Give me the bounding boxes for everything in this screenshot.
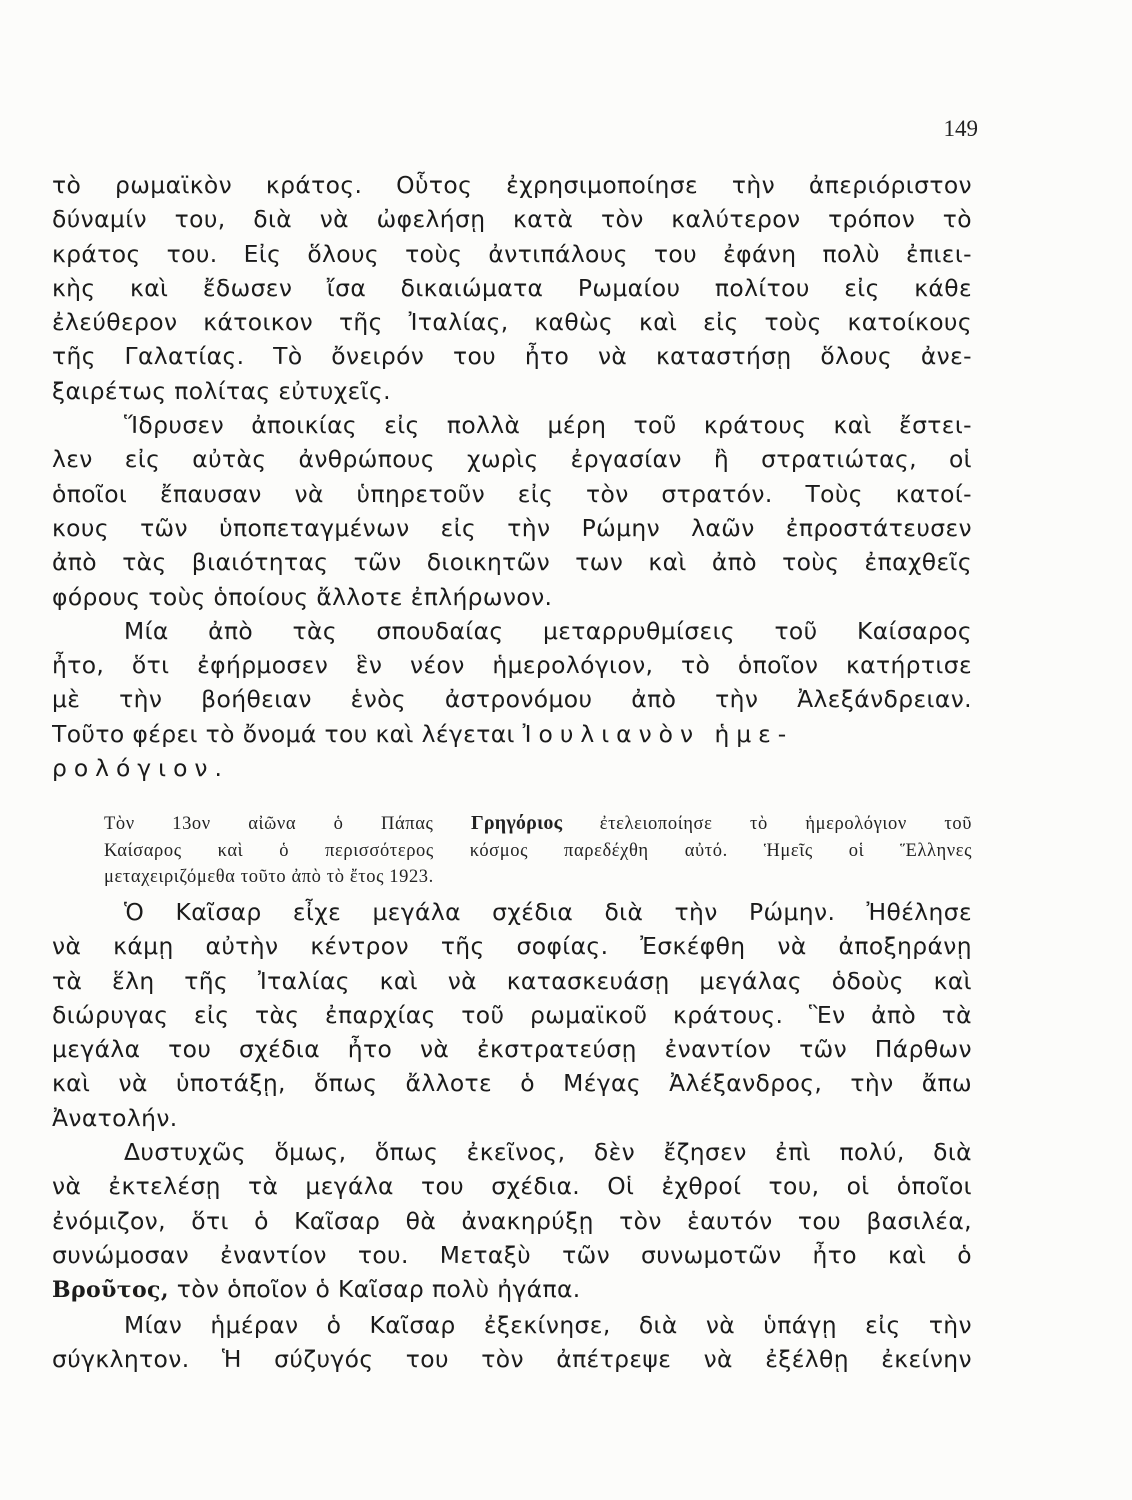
main-text-lower bbox=[52, 895, 972, 1376]
text-line: Ἀνατολήν. bbox=[52, 1103, 178, 1132]
main-text-upper bbox=[52, 168, 972, 785]
paragraph-2 bbox=[52, 408, 972, 614]
note-line: Καίσαρος καὶ ὁ περισσότερος κόσμος παρεδέχθη αὐτό. Ἡμεῖς οἱ Ἕλληνες bbox=[104, 840, 972, 861]
note-line: μεταχειριζόμεθα τοῦτο ἀπὸ τὸ ἔτος 1923. bbox=[104, 867, 434, 887]
text-line: Μίαν ἡμέραν ὁ Καῖσαρ ἐξεκίνησε, διὰ νὰ ὑπάγῃ εἰς τὴν bbox=[124, 1310, 972, 1339]
text-line: καὶ νὰ ὑποτάξῃ, ὅπως ἄλλοτε ὁ Μέγας Ἀλέξανδρος, τὴν ἄπω bbox=[52, 1069, 972, 1098]
text-line: λεν εἰς αὐτὰς ἀνθρώπους χωρὶς ἐργασίαν ἢ στρατιώτας, οἱ bbox=[52, 445, 972, 474]
note-text: Τὸν 13ον αἰῶνα ὁ Πάπας bbox=[104, 814, 471, 834]
line-rest: τὸν ὁποῖον ὁ Καῖσαρ πολὺ ἠγάπα. bbox=[168, 1275, 581, 1304]
text-line bbox=[52, 1272, 972, 1307]
text-line: ἀπὸ τὰς βιαιότητας τῶν διοικητῶν των καὶ ἀπὸ τοὺς ἐπαχθεῖς bbox=[52, 548, 972, 577]
text-line: Ὁ Καῖσαρ εἶχε μεγάλα σχέδια διὰ τὴν Ρώμην. Ἠθέλησε bbox=[124, 898, 972, 926]
text-line: ἐλεύθερον κάτοικον τῆς Ἰταλίας, καθὼς καὶ εἰς τοὺς κατοίκους bbox=[52, 308, 972, 337]
text-line: μεγάλα του σχέδια ἦτο νὰ ἐκστρατεύσῃ ἐναντίον τῶν Πάρθων bbox=[52, 1035, 972, 1064]
text-line: Μία ἀπὸ τὰς σπουδαίας μεταρρυθμίσεις τοῦ Καίσαρος bbox=[124, 616, 972, 645]
text-line: κους τῶν ὑποπεταγμένων εἰς τὴν Ρώμην λαῶν ἐπροστάτευσεν bbox=[52, 513, 972, 542]
text-line: κράτος του. Εἰς ὅλους τοὺς ἀντιπάλους του ἐφάνη πολὺ ἐπιει- bbox=[52, 239, 972, 268]
note-line bbox=[104, 810, 972, 838]
text-line: ξαιρέτως πολίτας εὐτυχεῖς. bbox=[52, 376, 391, 405]
paragraph-1 bbox=[52, 168, 972, 408]
text-line: διώρυγας εἰς τὰς ἐπαρχίας τοῦ ρωμαϊκοῦ κράτους. Ἓν ἀπὸ τὰ bbox=[52, 1000, 972, 1029]
text-line: τῆς Γαλατίας. Τὸ ὄνειρόν του ἦτο νὰ καταστήσῃ ὅλους ἀνε- bbox=[52, 342, 972, 371]
text-line: τὰ ἕλη τῆς Ἰταλίας καὶ νὰ κατασκευάσῃ μεγάλας ὁδοὺς καὶ bbox=[52, 966, 972, 995]
text-line: νὰ ἐκτελέσῃ τὰ μεγάλα του σχέδια. Οἱ ἐχθροί του, οἱ ὁποῖοι bbox=[52, 1172, 972, 1201]
note-text: ἐτελειοποίησε τὸ ἡμερολόγιον τοῦ bbox=[562, 814, 972, 834]
text-line: ἦτο, ὅτι ἐφήρμοσεν ἓν νέον ἡμερολόγιον, τὸ ὁποῖον κατήρτισε bbox=[52, 651, 972, 680]
bold-name-brutus: Βροῦτος, bbox=[52, 1277, 169, 1304]
line-prefix: Τοῦτο φέρει τὸ ὄνομά του καὶ λέγεται bbox=[52, 719, 523, 748]
spaced-term-continued: ρολόγιον. bbox=[52, 754, 229, 783]
paragraph-4 bbox=[52, 895, 972, 1135]
text-line: ἐνόμιζον, ὅτι ὁ Καῖσαρ θὰ ἀνακηρύξῃ τὸν ἑαυτόν του βασιλέα, bbox=[52, 1206, 972, 1235]
text-line bbox=[52, 717, 972, 751]
text-line: φόρους τοὺς ὁποίους ἄλλοτε ἐπλήρωνον. bbox=[52, 582, 553, 611]
text-line: κὴς καὶ ἔδωσεν ἴσα δικαιώματα Ρωμαίου πολίτου εἰς κάθε bbox=[52, 273, 972, 302]
text-line: σύγκλητον. Ἡ σύζυγός του τὸν ἀπέτρεψε νὰ ἐξέλθῃ ἐκείνην bbox=[52, 1344, 972, 1373]
text-line: ὁποῖοι ἔπαυσαν νὰ ὑπηρετοῦν εἰς τὸν στρατόν. Τοὺς κατοί- bbox=[52, 479, 972, 508]
text-line: συνώμοσαν ἐναντίον του. Μεταξὺ τῶν συνωμοτῶν ἦτο καὶ ὁ bbox=[52, 1240, 972, 1269]
text-line: δύναμίν του, διὰ νὰ ὠφελήσῃ κατὰ τὸν καλύτερον τρόπον τὸ bbox=[52, 205, 972, 234]
page-number: 149 bbox=[943, 116, 978, 141]
text-line: Δυστυχῶς ὅμως, ὅπως ἐκεῖνος, δὲν ἔζησεν ἐπὶ πολύ, διὰ bbox=[124, 1138, 972, 1167]
note-bold-name: Γρηγόριος bbox=[470, 812, 563, 834]
text-line: Ἵδρυσεν ἀποικίας εἰς πολλὰ μέρη τοῦ κράτους καὶ ἔστει- bbox=[124, 411, 972, 440]
text-line: νὰ κάμῃ αὐτὴν κέντρον τῆς σοφίας. Ἐσκέφθη νὰ ἀποξηράνῃ bbox=[52, 932, 972, 961]
paragraph-5 bbox=[52, 1135, 972, 1307]
paragraph-3 bbox=[52, 614, 972, 785]
paragraph-6 bbox=[52, 1308, 972, 1377]
spaced-term: Ἰουλιανὸν ἡμε- bbox=[522, 719, 794, 748]
text-line: τὸ ρωμαϊκὸν κράτος. Οὗτος ἐχρησιμοποίησε τὴν ἀπεριόριστον bbox=[52, 171, 972, 199]
calendar-note bbox=[104, 810, 972, 891]
text-line: μὲ τὴν βοήθειαν ἑνὸς ἀστρονόμου ἀπὸ τὴν Ἀλεξάνδρειαν. bbox=[52, 685, 972, 714]
